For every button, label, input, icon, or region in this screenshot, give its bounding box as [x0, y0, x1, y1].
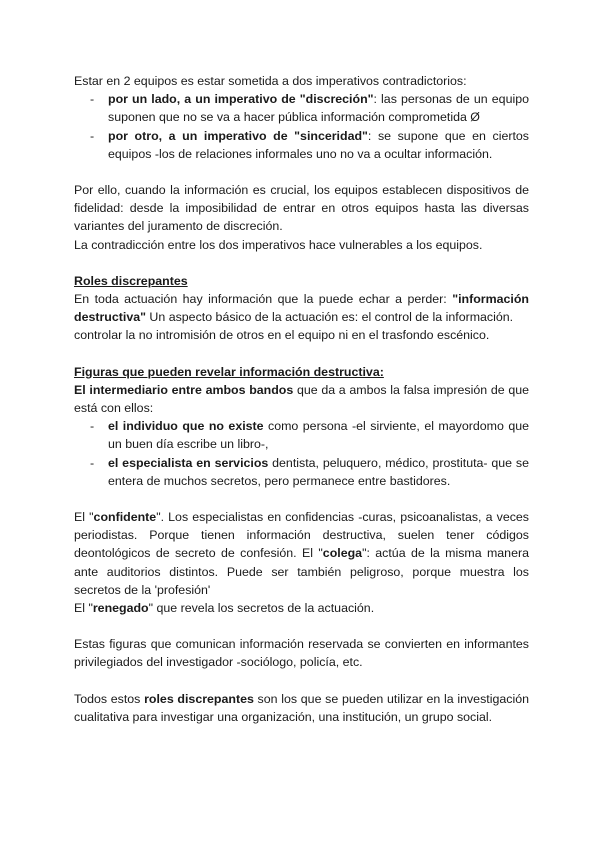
- list-item: - por un lado, a un imperativo de "discreción": las personas de un equipo suponen que no se va a hacer pública información comprometida Ø: [74, 90, 529, 126]
- document-body: [74, 72, 529, 726]
- final-paragraph: Todos estos roles discrepantes son los que se pueden utilizar en la investigación cualitativa para investigar una organización, una institución, un grupo social.: [74, 691, 529, 724]
- intermediario-paragraph: El intermediario entre ambos bandos que da a ambos la falsa impresión de que está con ellos:: [74, 382, 529, 416]
- list-item: - el individuo que no existe como persona -el sirviente, el mayordomo que un buen día escribe un libro-,: [74, 417, 529, 453]
- contradiction-paragraph: La contradicción entre los dos imperativos hace vulnerables a los equipos.: [74, 237, 483, 252]
- intro-paragraph: Estar en 2 equipos es estar sometida a dos imperativos contradictorios:: [74, 74, 467, 88]
- roles-paragraph-2: controlar la no intromisión de otros en el equipo ni en el trasfondo escénico.: [74, 328, 490, 343]
- imperatives-list: [74, 90, 529, 163]
- informantes-paragraph: Estas figuras que comunican información reservada se convierten en informantes privilegiados del investigador -sociólogo, policía, etc.: [74, 637, 529, 670]
- roles-paragraph: En toda actuación hay información que la puede echar a perder: "información destructiva" Un aspecto básico de la actuación es: el control de la información.: [74, 292, 529, 325]
- roles-heading: Roles discrepantes: [74, 273, 188, 288]
- confidente-paragraph: El "confidente". Los especialistas en confidencias -curas, psicoanalistas, a veces periodistas. Porque tienen información destructiva, suelen tener códigos deontológicos de secreto de confesión. El "colega": actúa de la misma manera ante auditorios distintos. Puede ser también peligroso, porque muestra los secretos de la 'profesión': [74, 510, 530, 597]
- list-item: - el especialista en servicios dentista, peluquero, médico, prostituta- que se entera de muchos secretos, pero permanece entre bastidores.: [74, 454, 529, 490]
- figuras-heading: Figuras que pueden revelar información destructiva:: [74, 364, 384, 379]
- list-item: - por otro, a un imperativo de "sinceridad": se supone que en ciertos equipos -los de relaciones informales uno no va a ocultar información.: [74, 127, 529, 163]
- fidelity-paragraph: Por ello, cuando la información es crucial, los equipos establecen dispositivos de fidelidad: desde la imposibilidad de entrar en otros equipos hasta las diversas variantes del juramento de discreción.: [74, 183, 529, 234]
- renegado-paragraph: El "renegado" que revela los secretos de la actuación.: [74, 601, 375, 616]
- figuras-list: [74, 417, 529, 490]
